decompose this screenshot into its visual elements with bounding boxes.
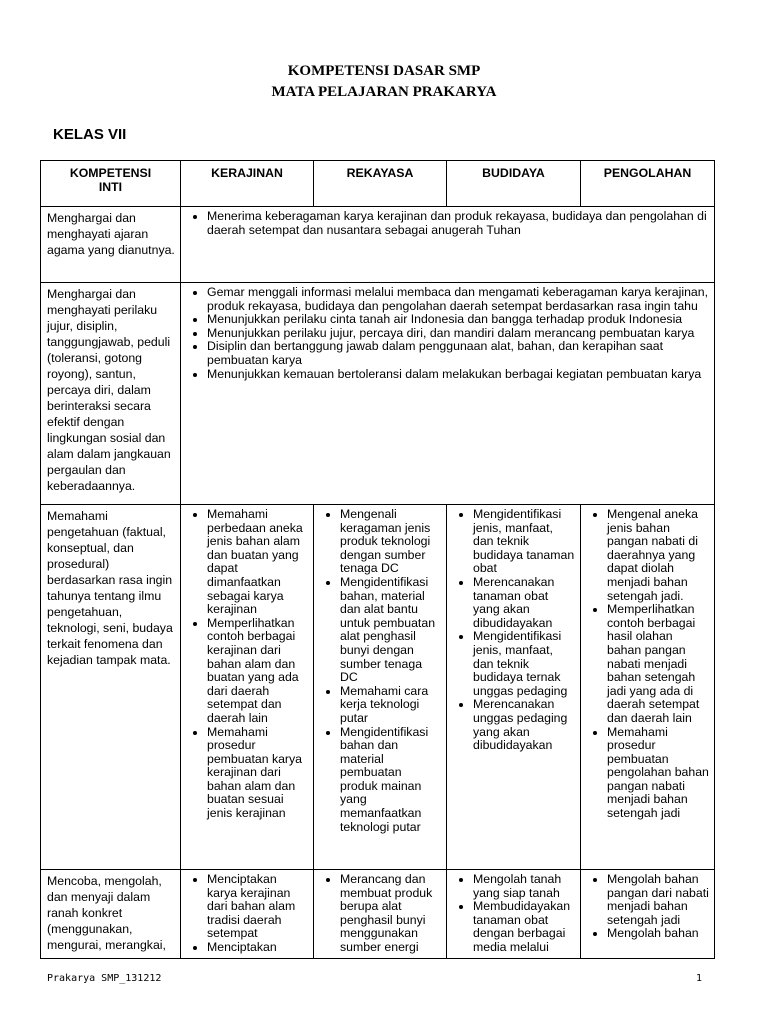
list-item: • Menciptakan karya kerajinan dari bahan alam tradisi daerah setempat [207,873,309,941]
list-item: • Mengidentifikasi bahan dan material pembuatan produk mainan yang memanfaatkan teknologi putar [340,726,442,835]
bullet-list [185,286,710,381]
header-budidaya: BUDIDAYA [447,161,581,207]
list-item: • Merancang dan membuat produk berupa alat penghasil bunyi menggunakan sumber energi [340,873,442,955]
list-item: • Mengidentifikasi jenis, manfaat, dan teknik budidaya tanaman obat [473,508,576,576]
rekayasa-cell [314,505,447,870]
list-item: • Menerima keberagaman karya kerajinan dan produk rekayasa, budidaya dan pengolahan di daerah setempat dan nusantara sebagai anugerah Tuhan [207,210,710,237]
ki-cell: Mencoba, mengolah, dan menyaji dalam ranah konkret (menggunakan, mengurai, merangkai, [41,870,181,959]
list-item: • Mengidentifikasi bahan, material dan alat bantu untuk pembuatan alat penghasil bunyi dengan sumber tenaga DC [340,576,442,685]
bullet-list [585,508,710,821]
table-row [41,207,715,283]
header-kompetensi-inti: KOMPETENSI INTI [41,161,181,207]
footer-doc-code: Prakarya SMP_131212 [47,973,162,984]
bullet-list [185,210,710,237]
pengolahan-cell [581,505,715,870]
list-item: • Memahami prosedur pembuatan karya kerajinan dari bahan alam dan buatan sesuai jenis kerajinan [207,726,309,821]
list-item: • Gemar menggali informasi melalui membaca dan mengamati keberagaman karya kerajinan, produk rekayasa, budidaya dan pengolahan daerah setempat berdasarkan rasa ingin tahu [207,286,710,313]
budidaya-cell [447,505,581,870]
header-pengolahan: PENGOLAHAN [581,161,715,207]
list-item: • Mengolah bahan pangan dari nabati menjadi bahan setengah jadi [607,873,710,927]
header-rekayasa: REKAYASA [314,161,447,207]
list-item: • Mengolah tanah yang siap tanah [473,873,576,900]
document-subtitle: MATA PELAJARAN PRAKARYA [271,84,497,100]
bullet-list [185,508,309,821]
list-item: • Disiplin dan bertanggung jawab dalam penggunaan alat, bahan, dan kerapihan saat pembuatan karya [207,340,710,367]
kerajinan-cell [181,870,314,959]
ki-cell: Menghargai dan menghayati ajaran agama yang dianutnya. [41,207,181,283]
list-item: • Mengolah bahan [607,927,710,941]
bullet-list [585,873,710,941]
list-item: • Memahami cara kerja teknologi putar [340,685,442,726]
merged-cell [181,283,715,505]
list-item: • Mengenali keragaman jenis produk teknologi dengan sumber tenaga DC [340,508,442,576]
list-item: • Menunjukkan kemauan bertoleransi dalam melakukan berbagai kegiatan pembuatan karya [207,368,710,382]
bullet-list [451,508,576,753]
rekayasa-cell [314,870,447,959]
ki-cell: Memahami pengetahuan (faktual, konseptual, dan prosedural) berdasarkan rasa ingin tahunya tentang ilmu pengetahuan, teknologi, seni, budaya terkait fenomena dan kejadian tampak mata. [41,505,181,870]
list-item: • Menunjukkan perilaku jujur, percaya diri, dan mandiri dalam merancang pembuatan karya [207,327,710,341]
list-item: • Mengenal aneka jenis bahan pangan nabati di daerahnya yang dapat diolah menjadi bahan setengah jadi. [607,508,710,603]
ki-cell: Menghargai dan menghayati perilaku jujur, disiplin, tanggungjawab, peduli (toleransi, gotong royong), santun, percaya diri, dalam berinteraksi secara efektif dengan lingkungan sosial dan alam dalam jangkauan pergaulan dan keberadaannya. [41,283,181,505]
kerajinan-cell [181,505,314,870]
bullet-list [318,873,442,955]
footer-page-number: 1 [696,973,703,984]
list-item: • Memahami prosedur pembuatan pengolahan bahan pangan nabati menjadi bahan setengah jadi [607,726,710,821]
class-heading: KELAS VII [53,126,127,143]
table-row [41,870,715,959]
competency-table [40,160,715,959]
bullet-list [451,873,576,955]
bullet-list [318,508,442,834]
list-item: • Menciptakan [207,941,309,955]
list-item: • Merencanakan unggas pedaging yang akan dibudidayakan [473,698,576,752]
header-kerajinan: KERAJINAN [181,161,314,207]
table-row [41,283,715,505]
merged-cell [181,207,715,283]
table-row [41,505,715,870]
table-header-row [41,161,715,207]
list-item: • Memperlihatkan contoh berbagai hasil olahan bahan pangan nabati menjadi bahan setengah jadi yang ada di daerah setempat dan daerah lain [607,603,710,725]
list-item: • Menunjukkan perilaku cinta tanah air Indonesia dan bangga terhadap produk Indonesia [207,313,710,327]
list-item: • Mengidentifikasi jenis, manfaat, dan teknik budidaya ternak unggas pedaging [473,630,576,698]
pengolahan-cell [581,870,715,959]
list-item: • Membudidayakan tanaman obat dengan berbagai media melalui [473,900,576,954]
list-item: • Merencanakan tanaman obat yang akan dibudidayakan [473,576,576,630]
budidaya-cell [447,870,581,959]
document-title: KOMPETENSI DASAR SMP [287,63,481,79]
bullet-list [185,873,309,955]
list-item: • Memperlihatkan contoh berbagai kerajinan dari bahan alam dan buatan yang ada dari daerah setempat dan daerah lain [207,617,309,726]
list-item: • Memahami perbedaan aneka jenis bahan alam dan buatan yang dapat dimanfaatkan sebagai karya kerajinan [207,508,309,617]
